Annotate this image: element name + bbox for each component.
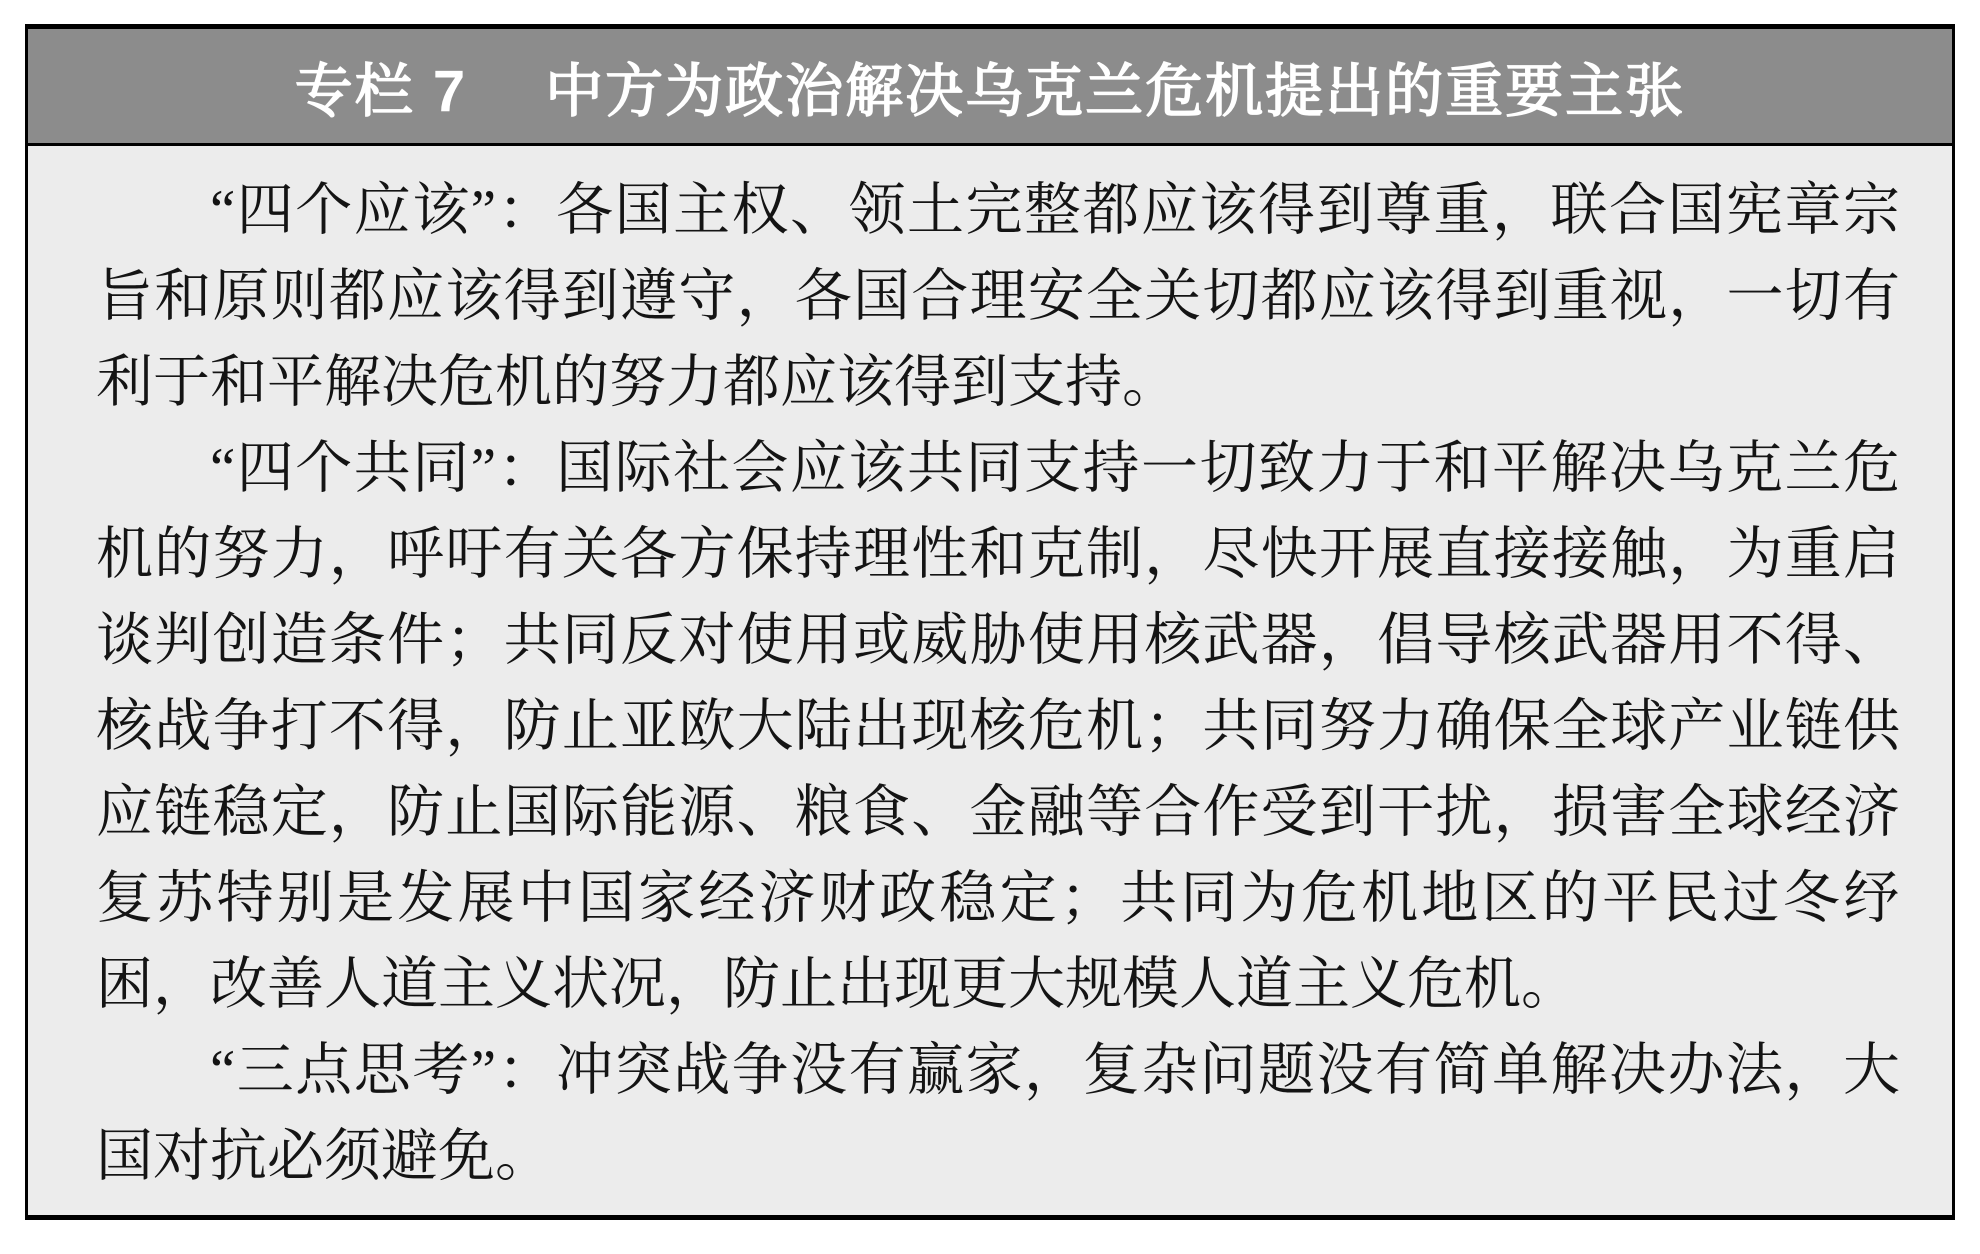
- column-box-7: [25, 24, 1955, 1220]
- column-box-body: [28, 146, 1952, 1200]
- paragraph-four-shoulds: “四个应该”：各国主权、领土完整都应该得到尊重，联合国宪章宗旨和原则都应该得到遵守，各国合理安全关切都应该得到重视，一切有利于和平解决危机的努力都应该得到支持。: [96, 179, 1900, 414]
- column-box-label: 专栏 7: [294, 59, 468, 124]
- column-box-title: 中方为政治解决乌克兰危机提出的重要主张: [545, 59, 1686, 124]
- paragraph-three-thoughts: “三点思考”：冲突战争没有赢家，复杂问题没有简单解决办法，大国对抗必须避免。: [96, 1039, 1900, 1188]
- column-box-header: [28, 29, 1952, 146]
- paragraph-four-commons: “四个共同”：国际社会应该共同支持一切致力于和平解决乌克兰危机的努力，呼吁有关各方保持理性和克制，尽快开展直接接触，为重启谈判创造条件；共同反对使用或威胁使用核武器，倡导核武器用不得、核战争打不得，防止亚欧大陆出现核危机；共同努力确保全球产业链供应链稳定，防止国际能源、粮食、金融等合作受到干扰，损害全球经济复苏特别是发展中国家经济财政稳定；共同为危机地区的平民过冬纾困，改善人道主义状况，防止出现更大规模人道主义危机。: [96, 437, 1900, 1016]
